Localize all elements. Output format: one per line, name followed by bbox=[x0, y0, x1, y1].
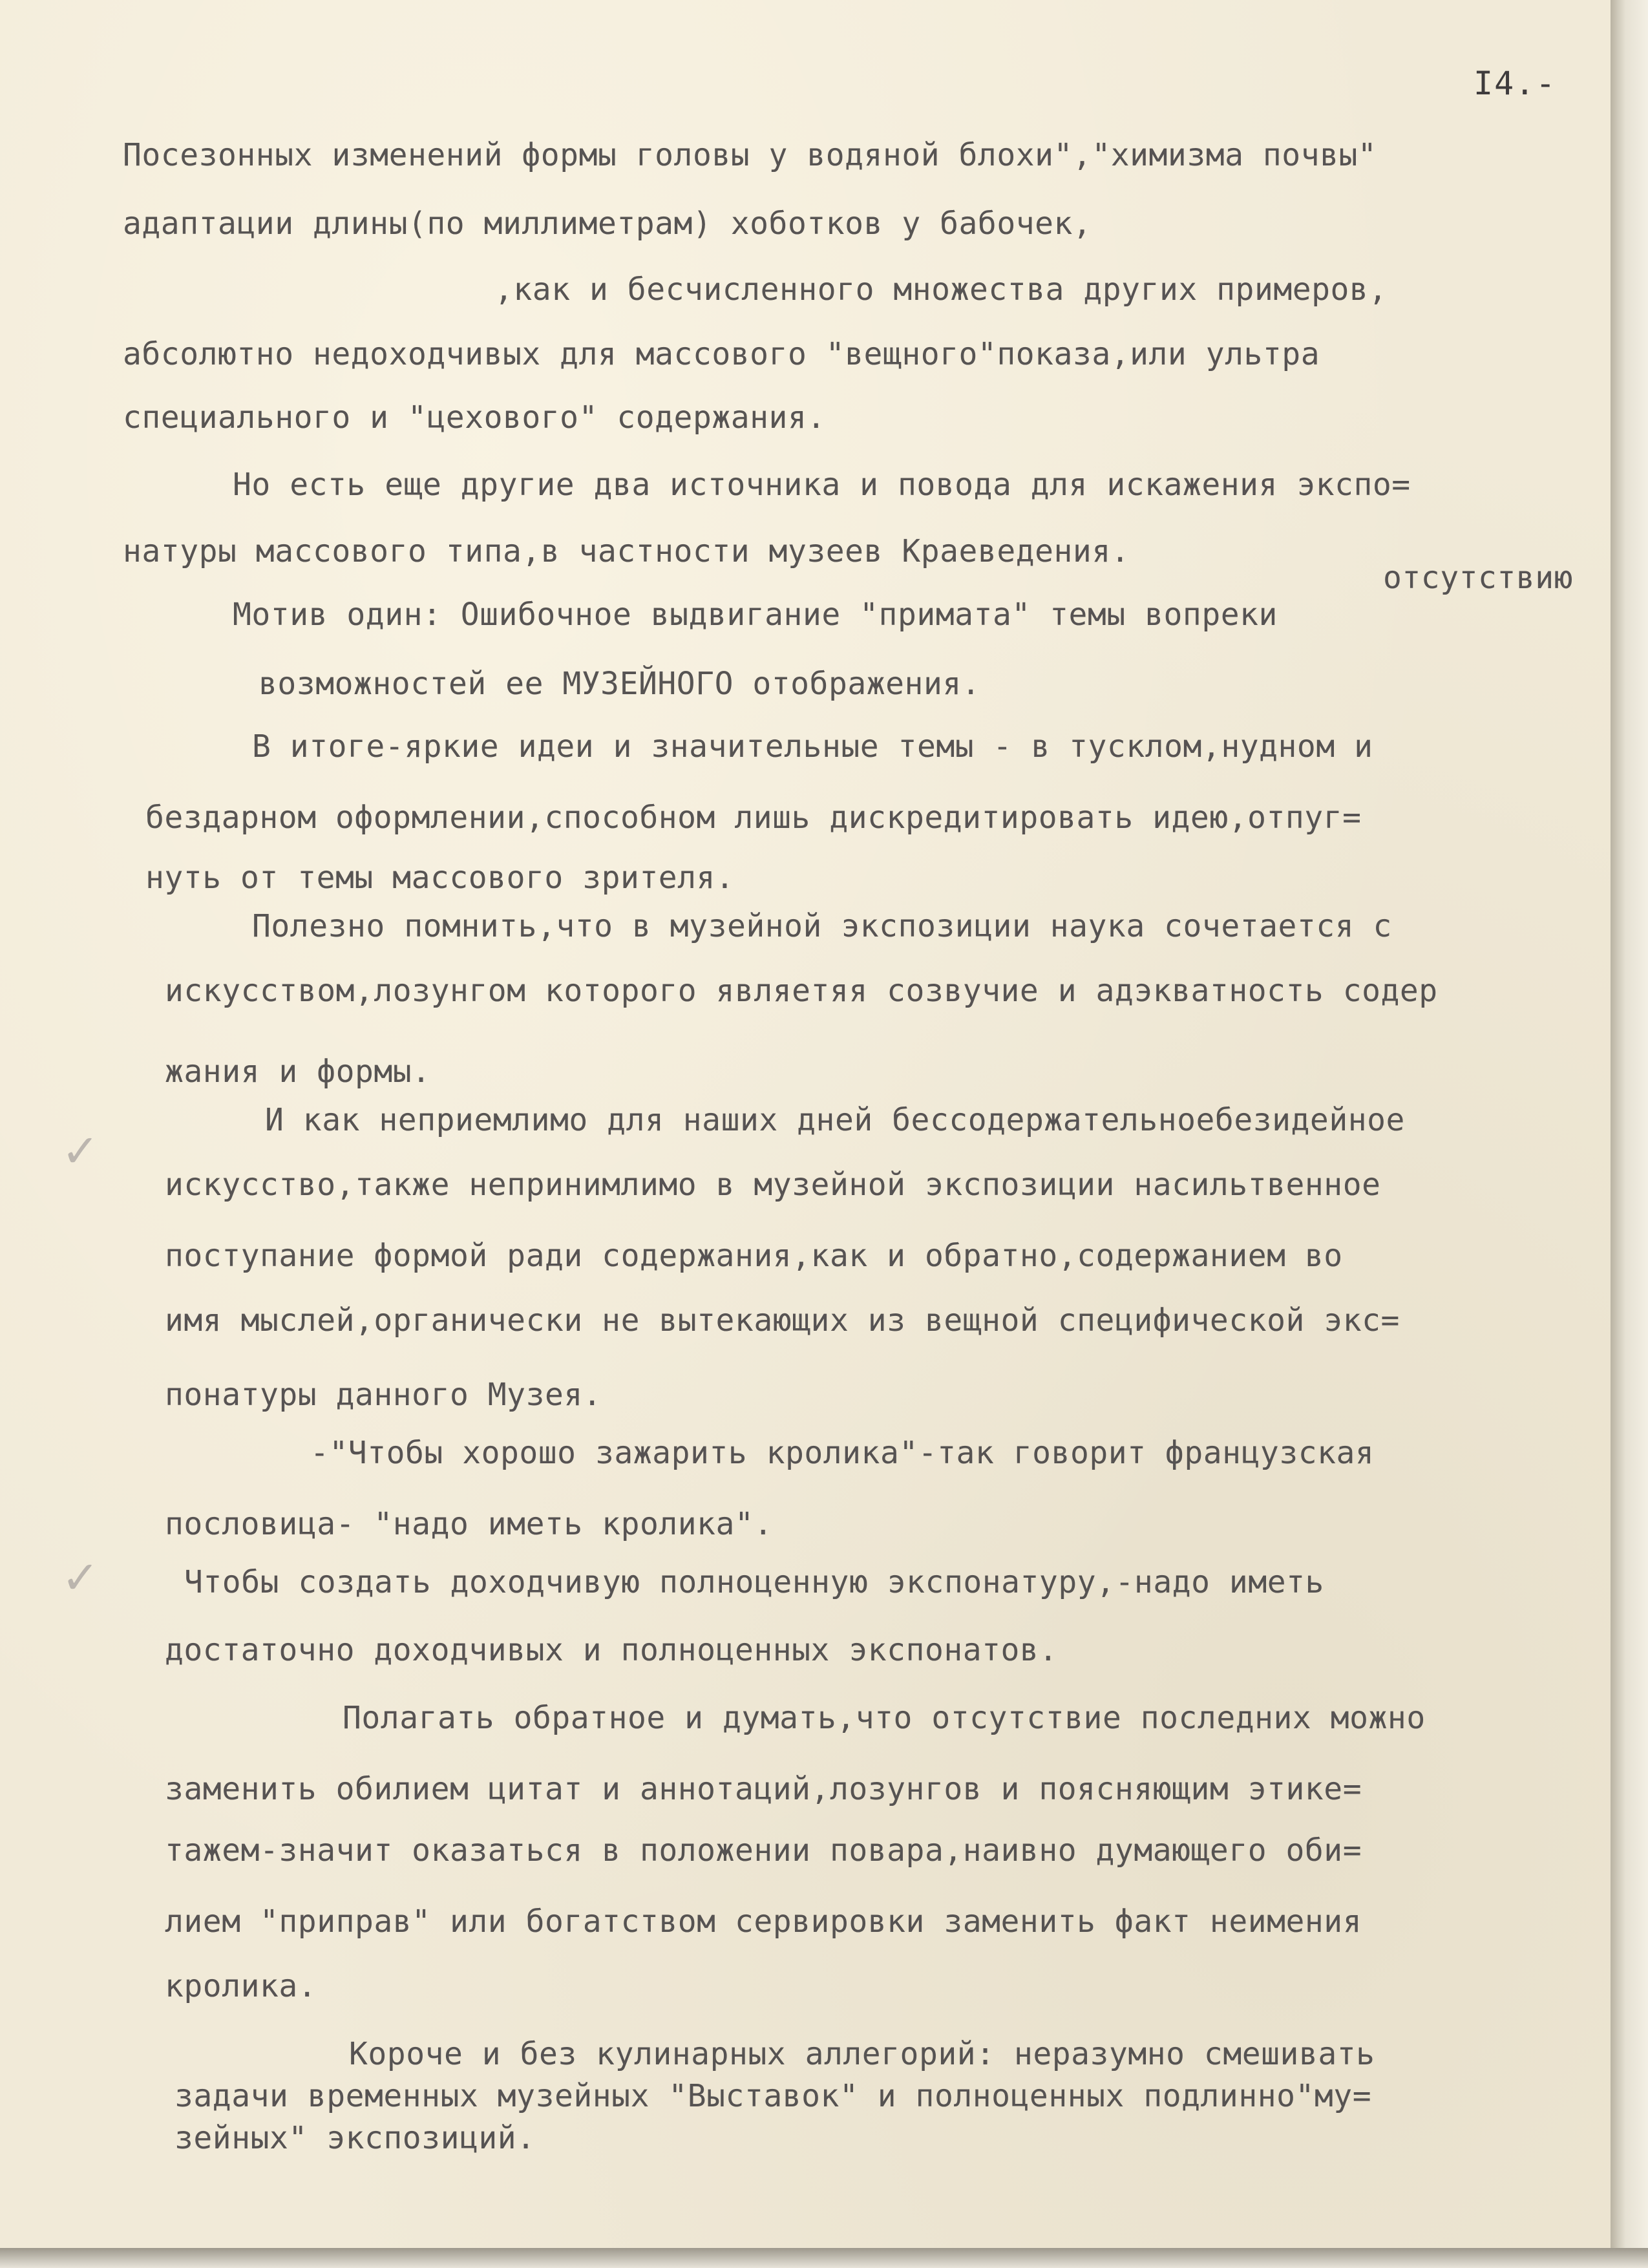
text-line-6: Но есть еще другие два источника и повода для искажения экспо= bbox=[233, 467, 1411, 503]
text-line-30: кролика. bbox=[165, 1968, 317, 2004]
text-line-9: Мотив один: Ошибочное выдвигание "примата" темы вопреки bbox=[233, 597, 1278, 633]
text-line-2: адаптации длины(по миллиметрам) хоботков у бабочек, bbox=[123, 206, 1092, 242]
text-line-26: Полагать обратное и думать,что отсутствие последних можно bbox=[343, 1700, 1426, 1736]
text-line-15: искусством,лозунгом которого являетяя созвучие и адэкватность содер bbox=[165, 973, 1438, 1009]
text-line-10: возможностей ее МУЗЕЙНОГО отображения. bbox=[259, 666, 981, 702]
text-line-8: отсутствию bbox=[1383, 560, 1573, 596]
margin-check-mark: ✓ bbox=[61, 1551, 100, 1604]
text-line-13: нуть от темы массового зрителя. bbox=[145, 860, 735, 896]
text-line-28: тажем-значит оказаться в положении повара,наивно думающего оби= bbox=[165, 1832, 1362, 1869]
text-line-18: искусство,также непринимлимо в музейной экспозиции насильтвенное bbox=[165, 1167, 1381, 1203]
text-line-4: абсолютно недоходчивых для массового "вещного"показа,или ультра bbox=[123, 336, 1320, 372]
text-line-7: натуры массового типа,в частности музеев Краеведения. bbox=[123, 533, 1130, 569]
text-line-11: В итоге-яркие идеи и значительные темы - в тусклом,нудном и bbox=[252, 728, 1373, 765]
scan-edge-bottom bbox=[0, 2248, 1648, 2268]
text-line-22: -"Чтобы хорошо зажарить кролика"-так говорит французская bbox=[310, 1435, 1375, 1471]
text-line-24: Чтобы создать доходчивую полноценную экспонатуру,-надо иметь bbox=[184, 1564, 1324, 1600]
text-line-1: Посезонных изменений формы головы у водяной блохи","химизма почвы" bbox=[123, 137, 1377, 173]
text-line-27: заменить обилием цитат и аннотаций,лозунгов и поясняющим этике= bbox=[165, 1771, 1362, 1807]
text-line-17: И как неприемлимо для наших дней бессодержательноебезидейное bbox=[265, 1102, 1405, 1138]
text-line-19: поступание формой ради содержания,как и обратно,содержанием во bbox=[165, 1238, 1343, 1274]
margin-check-mark: ✓ bbox=[61, 1125, 100, 1178]
text-line-23: пословица- "надо иметь кролика". bbox=[165, 1506, 773, 1542]
page-number: I4.- bbox=[1474, 65, 1557, 102]
text-line-3: ,как и бесчисленного множества других примеров, bbox=[494, 271, 1388, 308]
text-line-5: специального и "цехового" содержания. bbox=[123, 399, 826, 436]
text-line-20: имя мыслей,органически не вытекающих из вещной специфической экс= bbox=[165, 1302, 1400, 1339]
scan-edge-right bbox=[1611, 0, 1648, 2268]
text-line-12: бездарном оформлении,способном лишь дискредитировать идею,отпуг= bbox=[145, 800, 1362, 836]
text-line-14: Полезно помнить,что в музейной экспозиции наука сочетается с bbox=[252, 908, 1392, 944]
text-line-31: Короче и без кулинарных аллегорий: неразумно смешивать bbox=[349, 2036, 1375, 2072]
text-line-16: жания и формы. bbox=[165, 1054, 431, 1090]
text-line-29: лием "приправ" или богатством сервировки заменить факт неимения bbox=[165, 1903, 1362, 1940]
text-line-32: задачи временных музейных "Выставок" и полноценных подлинно"му= bbox=[174, 2078, 1372, 2114]
text-line-33: зейных" экспозиций. bbox=[174, 2120, 536, 2156]
text-line-25: достаточно доходчивых и полноценных экспонатов. bbox=[165, 1632, 1058, 1668]
text-line-21: понатуры данного Музея. bbox=[165, 1377, 602, 1413]
